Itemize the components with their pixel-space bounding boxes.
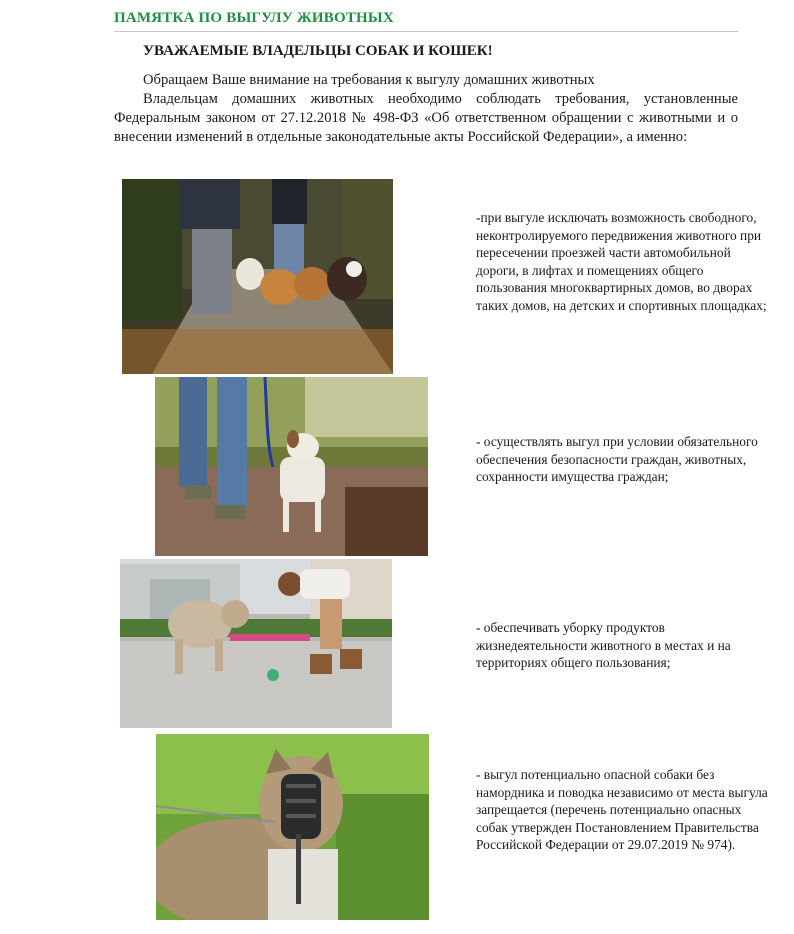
rule-text-1: -при выгуле исключать возможность свободного, неконтролируемого передвижения животного при пересечении проезжей части автомобильной дороги, в лифтах и помещениях общего пользования многоквартирных домов, во дворах таких домов, на детских и спортивных площадках; [476, 210, 767, 313]
rule-text-3: - обеспечивать уборку продуктов жизнедеятельности животного в местах и на территориях общего пользования; [476, 620, 731, 671]
title-divider [114, 31, 738, 32]
intro-block [114, 71, 738, 147]
intro-line: Обращаем Ваше внимание на требования к выгулу домашних животных [143, 72, 595, 88]
photo-muzzled-dog [156, 734, 429, 920]
photo-dogs-on-leashes [122, 179, 393, 374]
photo-cleanup [120, 559, 392, 728]
document-title: ПАМЯТКА ПО ВЫГУЛУ ЖИВОТНЫХ [114, 10, 394, 26]
photo-terrier-walk [155, 377, 428, 556]
rule-text-2: - осуществлять выгул при условии обязательного обеспечения безопасности граждан, животных, сохранности имущества граждан; [476, 434, 758, 485]
intro-paragraph: Владельцам домашних животных необходимо соблюдать требования, установленные Федеральным законом от 27.12.2018 № 498-ФЗ «Об ответственном обращении с животными и о внесении изменений в отдельные законодательные акты Российской Федерации», а именно: [114, 91, 738, 145]
greeting-heading: УВАЖАЕМЫЕ ВЛАДЕЛЬЦЫ СОБАК И КОШЕК! [143, 43, 493, 59]
rule-text-4: - выгул потенциально опасной собаки без намордника и поводка независимо от места выгула запрещается (перечень потенциально опасных собак утвержден Постановлением Правительства Российской Федерации от 29.07.2019 № 974). [476, 767, 768, 853]
